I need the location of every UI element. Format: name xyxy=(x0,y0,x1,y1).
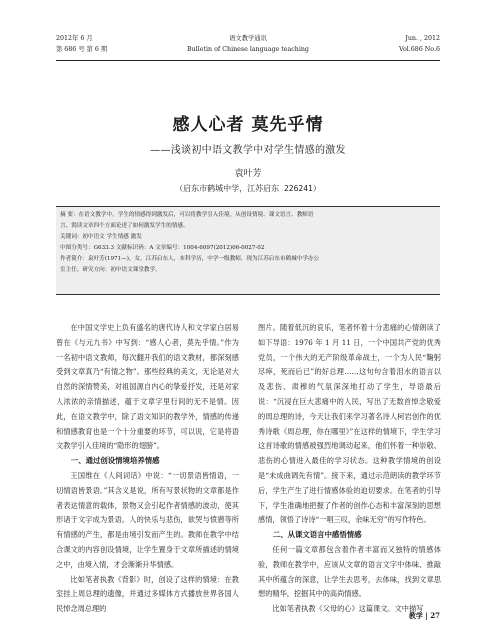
abstract-line: 摘 要：在语文教学中，学生的情感得到激发后，可以将教学引入佳境。从创设情境、课文语言、教师语 xyxy=(60,212,314,218)
page-footer: 教学 | 27 xyxy=(408,611,440,620)
article-subtitle: ——浅谈初中语文教学中对学生情感的激发 xyxy=(150,145,346,156)
header-date: 2012年 6 月 xyxy=(56,35,93,42)
header-journal-cn: 语文教学通讯 xyxy=(229,35,267,42)
body-paragraph: 王国维在《人间词话》中说：“一切景语皆情语，一切情语皆景语。”其含义是说，所有写景状物的文章都是作者表达情意的载体，景物又会引起作者情感的波动，使其形诸于文字成为景语。人的快乐与悲伤，欲哭与愤懑等所有情感的产生，都是由境引发而产生的。教师在教学中结合课文的内容创设情境，让学生置身于文章所描述的情境之中，由境入情，才会渐渐升华情感。 xyxy=(56,470,239,569)
section-heading: 二、从课文语言中感悟情感 xyxy=(272,530,362,540)
page-number: 27 xyxy=(430,611,440,620)
body-paragraph: 比如笔者执教《背影》时，创设了这样的情境：在教室挂上周总理的遗像，并通过多媒体方式播放世界各国人民悼念周总理的 xyxy=(56,574,239,614)
body-paragraph: 比如笔者执教《父母的心》这篇课文。文中描写 xyxy=(272,604,424,614)
author-bio-line: 室主任。研究方向：初中语文课堂教学。 xyxy=(60,267,161,273)
header-issue: 第 686 号 第 6 期 xyxy=(56,46,108,53)
article-author: 袁叶芳 xyxy=(234,169,262,179)
classification-line: 中图分类号：G633.3 文献标识码：A 文章编号：1004-6097(2012)06-0027-02 xyxy=(60,245,265,251)
body-paragraph: 任何一篇文章都包含着作者丰富而又独特的情感体验，教师在教学中，应该从文章的语言文字中体味、推敲其中所蕴含的深意，让学生去思考，去体味，找到文章思想的精华，挖掘其中的高尚情感。 xyxy=(258,544,441,599)
body-paragraph: 图片。随着低沉的哀乐，笔者怀着十分悲痛的心情朗读了如下导语：1976 年 1 月 11 日，一个中国共产党的优秀党员，一个伟大的无产阶级革命战士，一个为人民“鞠躬尽瘁，死而后已”的好总理……这句句含着泪水的语言以及悲伤、肃穆的气氛深深地打动了学生，导语最后说：“沉浸在巨大悲痛中的人民，写出了无数首悼念敬爱的周总理的诗，今天让我们来学习著名诗人柯岩创作的优秀诗歌《周总理，你在哪里》”在这样的情境下，学生学习这首诗歌的情感被强烈地调动起来，他们怀着一种崇敬、悲伤的心情进入最佳的学习状态。这种教学情境的创设是“未成曲调先有情”。接下来，通过示范朗读的教学环节后，学生产生了进行情感体验的迫切要求。在笔者的引导下，学生准确地把握了作者的创作心态和丰富深刻的思想感情，领悟了诗诗“一唱三叹，余味无穷”的写作特色。 xyxy=(258,323,441,525)
header-journal-en: Bulletin of Chinese language teaching xyxy=(187,46,309,53)
body-paragraph: 在中国文学史上负有盛名的唐代诗人和文学家白居易曾在《与元九书》中写到：“感人心者，莫先乎情。”作为一名初中语文教师，每次翻开我们的语文教材，都深刻感受到文章真乃“有情之物”。那些经典的美文，无论是对大自然的深情赞美，对祖国源自内心的挚爱抒发，还是对家人浓浓的亲情描述，蕴于文章字里行间的无不是情。因此，在语文教学中，除了语文知识的教学外，情感的传递和情感教育也是一个十分重要的环节，可以说，它是将语文教学引入佳境的“隐形的翅膀”。 xyxy=(56,323,239,451)
page-header xyxy=(56,33,440,63)
article-affiliation: （启东市鹤城中学，江苏启东 226241） xyxy=(175,184,321,193)
article-title: 感人心者 莫先乎情 xyxy=(172,115,324,135)
header-divider xyxy=(56,60,440,61)
author-bio-line: 作者简介：袁叶芳(1971—)，女，江苏启东人，本科学历，中学一级教师，现为江苏启东市鹤城中学办公 xyxy=(60,256,320,262)
abstract-line: 言、渴读文章四个方面论述了如何激发学生的情感。 xyxy=(60,223,189,229)
header-date-en: Jun. , 2012 xyxy=(405,35,440,42)
keywords-line: 关键词：初中语文 学生情感 激发 xyxy=(60,234,142,240)
abstract-box xyxy=(56,206,440,295)
header-vol-en: Vol.686 No.6 xyxy=(399,46,440,53)
header-center xyxy=(56,33,440,55)
footer-label: 教学 xyxy=(408,611,423,620)
body-column-right xyxy=(258,321,441,617)
section-heading: 一、通过创设情境培养情感 xyxy=(70,456,160,466)
header-right xyxy=(399,33,440,55)
body-column-left xyxy=(56,321,239,617)
